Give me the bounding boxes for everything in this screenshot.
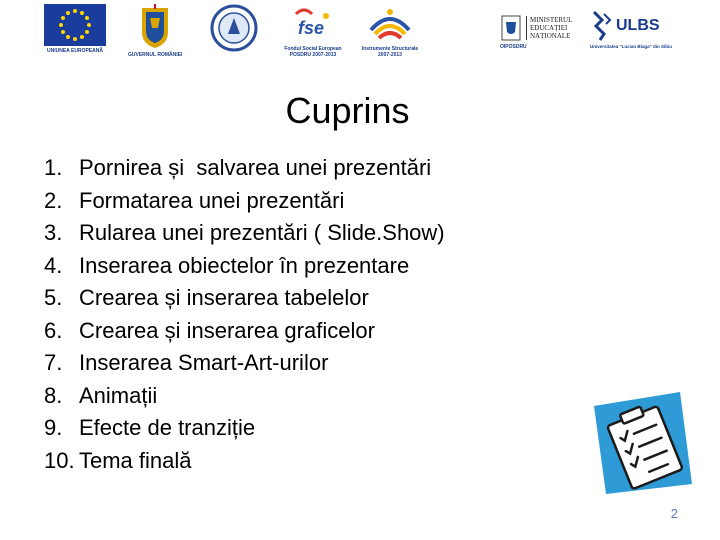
toc-item-number: 10.	[44, 447, 75, 473]
ministry-text-line: MINISTERUL	[530, 16, 573, 24]
toc-item-text: Tema finală	[79, 447, 192, 473]
toc-item-text: Crearea și inserarea tabelelor	[79, 285, 369, 310]
toc-item-number: 4.	[44, 252, 63, 278]
toc-item-number: 1.	[44, 155, 63, 180]
logo-caption: GUVERNUL ROMÂNIEI	[128, 52, 183, 58]
ministerul-educatiei-logo	[500, 14, 572, 50]
fse-logo	[283, 4, 343, 58]
eu-flag-icon	[44, 4, 106, 46]
toc-item	[44, 152, 445, 185]
eu-flag-logo	[44, 4, 106, 54]
toc-item-text: Crearea și inserarea graficelor	[79, 317, 375, 343]
ministry-text-line: EDUCAȚIEI	[530, 24, 568, 32]
ulbs-text: ULBS	[616, 17, 660, 34]
logo-caption: Fondul Social European POSDRU 2007-2013	[284, 46, 342, 58]
clipboard-checklist-icon	[588, 388, 698, 498]
toc-item	[44, 445, 445, 478]
toc-item	[44, 315, 445, 348]
logo-caption: Universitatea "Lucian Blaga" din Sibiu	[590, 44, 673, 49]
logo-caption: Instrumente Structurale 2007-2013	[361, 46, 419, 58]
seal-icon	[210, 4, 258, 52]
toc-item-text: Formatarea unei prezentări	[79, 187, 345, 213]
structural-instruments-logo	[360, 4, 420, 58]
coat-of-arms-icon	[130, 4, 180, 50]
toc-item	[44, 217, 445, 250]
table-of-contents	[44, 152, 445, 477]
toc-item-number: 5.	[44, 285, 63, 310]
toc-item-number: 3.	[44, 220, 63, 245]
toc-item	[44, 282, 445, 315]
logo-caption: OIPOSDRU	[500, 44, 527, 50]
toc-item-text: Animații	[79, 382, 158, 408]
toc-item	[44, 250, 445, 283]
page-number: 2	[670, 506, 678, 521]
ulbs-logo	[590, 10, 672, 50]
toc-item	[44, 185, 445, 218]
toc-item-number: 8.	[44, 382, 63, 408]
ulbs-emblem-icon	[590, 10, 614, 42]
ministry-seal-logo	[210, 4, 258, 52]
svg-text:fse: fse	[298, 18, 325, 38]
toc-item-text: Pornirea și salvarea unei prezentări	[79, 155, 432, 180]
ministry-emblem-icon	[500, 14, 522, 42]
sponsor-logo-bar	[0, 0, 720, 70]
toc-item	[44, 412, 445, 445]
toc-item-number: 9.	[44, 415, 63, 440]
structural-instruments-icon	[367, 4, 413, 44]
toc-item	[44, 380, 445, 413]
romanian-government-logo	[128, 4, 182, 58]
toc-item	[44, 347, 445, 380]
toc-item-text: Inserarea Smart-Art-urilor	[79, 350, 329, 375]
toc-item-number: 6.	[44, 317, 63, 343]
toc-item-number: 2.	[44, 187, 63, 213]
toc-item-text: Inserarea obiectelor în prezentare	[79, 252, 410, 278]
fse-icon	[290, 4, 336, 44]
toc-item-text: Efecte de tranziție	[79, 415, 256, 440]
ministry-text-line: NAȚIONALE	[530, 32, 571, 40]
logo-caption: UNIUNEA EUROPEANĂ	[47, 48, 103, 54]
slide-title: Cuprins	[285, 90, 410, 131]
toc-item-text: Rularea unei prezentări ( Slide.Show)	[79, 220, 445, 245]
toc-item-number: 7.	[44, 350, 63, 375]
